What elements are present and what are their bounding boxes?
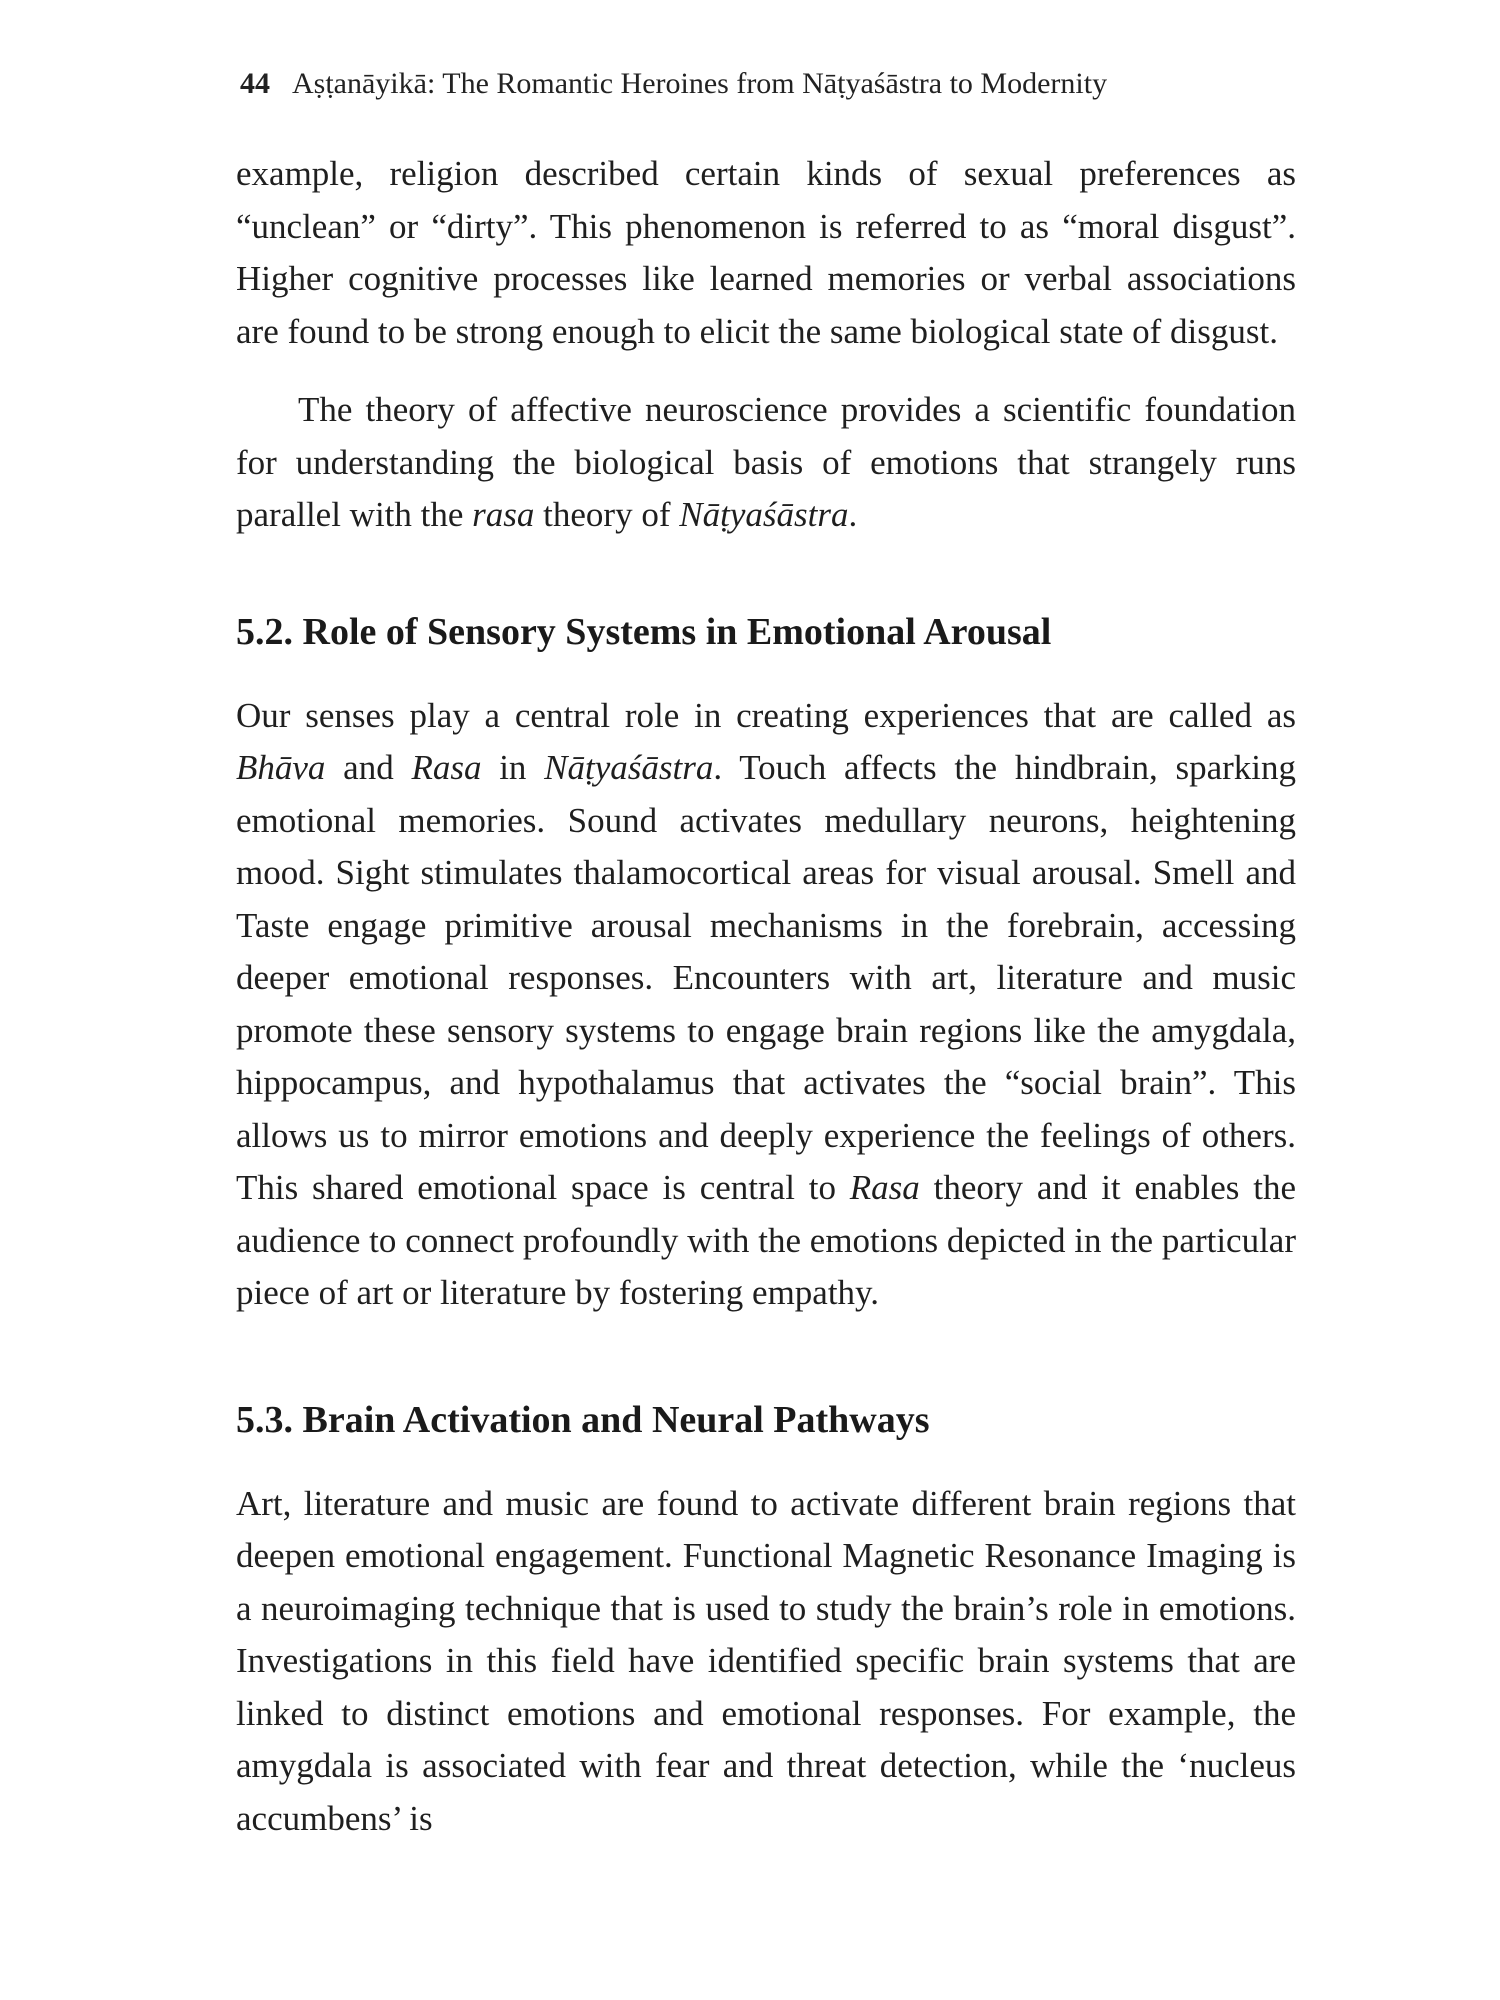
running-head-title: Aṣṭanāyikā: The Romantic Heroines from Nāṭyaśāstra to Modernity [292, 67, 1108, 100]
continued-paragraph: example, religion described certain kinds of sexual preferences as “unclean” or “dirty”. This phenomenon is referred to as “moral disgust”. Higher cognitive processes like learned memories or verbal associations are found to be strong enough to elicit the same biological state of disgust. [236, 154, 1296, 351]
section-heading-5-3: 5.3. Brain Activation and Neural Pathways [236, 1398, 930, 1441]
italic-term-natyasastra: Nāṭyaśāstra [544, 748, 714, 787]
italic-term-rasa: Rasa [411, 748, 482, 787]
page-number: 44 [240, 67, 270, 100]
italic-term-rasa: rasa [472, 495, 535, 534]
section-heading-5-2: 5.2. Role of Sensory Systems in Emotional Arousal [236, 610, 1052, 653]
running-head [240, 64, 1107, 104]
italic-term-natyasastra: Nāṭyaśāstra [679, 495, 849, 534]
affective-neuroscience-paragraph: The theory of affective neuroscience provides a scientific foundation for understanding the biological basis of emotions that strangely runs parallel with the rasa theory of Nāṭyaśāstra. [236, 390, 1296, 534]
sensory-systems-paragraph: Our senses play a central role in creating experiences that are called as Bhāva and Rasa in Nāṭyaśāstra. Touch affects the hindbrain, sparking emotional memories. Sound activates medullary neurons, heightening mood. Sight stimulates thalamocortical areas for visual arousal. Smell and Taste engage primitive arousal mechanisms in the forebrain, accessing deeper emotional responses. Encounters with art, literature and music promote these sensory systems to engage brain regions like the amygdala, hippocampus, and hypothalamus that activates the “social brain”. This allows us to mirror emotions and deeply experience the feelings of others. This shared emotional space is central to Rasa theory and it enables the audience to connect profoundly with the emotions depicted in the particular piece of art or literature by fostering empathy. [236, 695, 1296, 1312]
page-content [236, 148, 1296, 1845]
italic-term-bhava: Bhāva [236, 748, 326, 787]
brain-activation-paragraph: Art, literature and music are found to activate different brain regions that deepen emotional engagement. Functional Magnetic Resonance Imaging is a neuroimaging technique that is used to study the brain’s role in emotions. Investigations in this field have identified specific brain systems that are linked to distinct emotions and emotional responses. For example, the amygdala is associated with fear and threat detection, while the ‘nucleus accumbens’ is [236, 1483, 1296, 1838]
italic-term-rasa: Rasa [849, 1168, 920, 1207]
